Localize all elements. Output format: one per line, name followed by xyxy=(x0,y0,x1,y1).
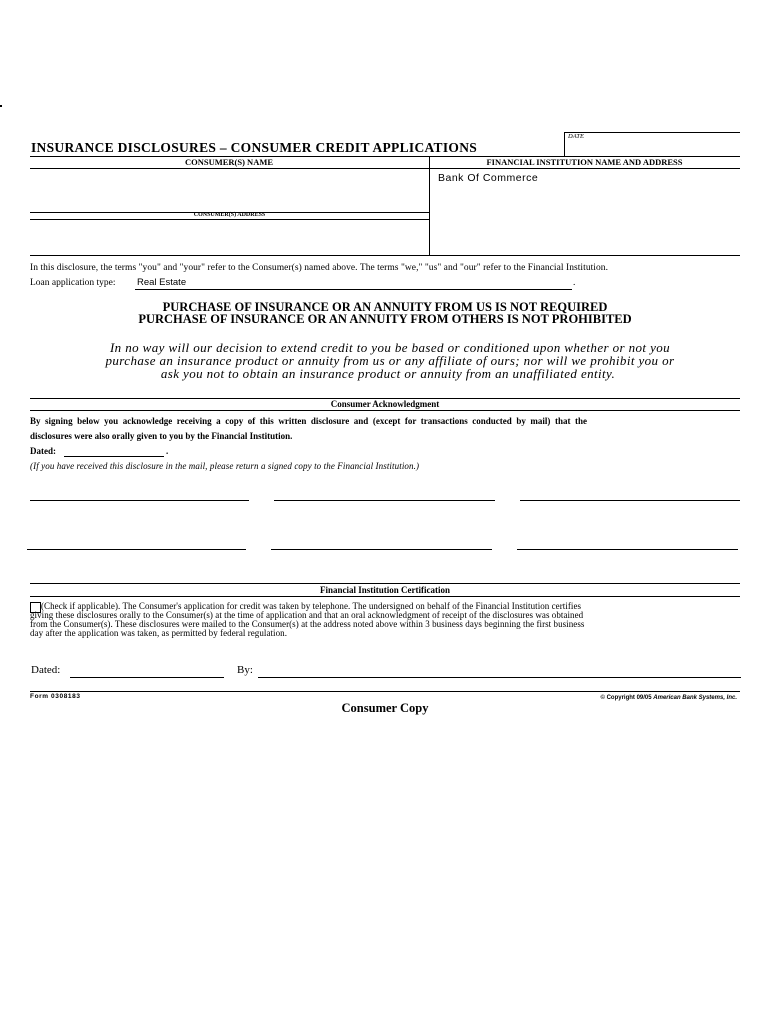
copyright-prefix: © Copyright 09/05 xyxy=(600,695,652,701)
institution-field[interactable]: Bank Of Commerce xyxy=(438,172,539,184)
notice-line2: purchase an insurance product or annuity from us or any affiliate of ours; nor will we prohibit you or xyxy=(105,353,675,368)
ack-dated-label: Dated: xyxy=(30,446,56,456)
loan-type-label: Loan application type: xyxy=(30,278,116,288)
cert-text-line1: (Check if applicable). The Consumer's application for credit was taken by telephone. The undersigned on behalf of the Financial Institution certifies xyxy=(41,601,582,611)
consumer-name-field[interactable] xyxy=(34,172,424,210)
signature-line-3[interactable] xyxy=(520,478,740,501)
consumer-name-label: CONSUMER(S) NAME xyxy=(184,157,274,167)
cert-top-rule xyxy=(30,583,740,584)
signature-line-4[interactable] xyxy=(27,527,246,550)
consumer-address-label: CONSUMER(S) ADDRESS xyxy=(193,212,266,218)
ack-mail-note: (If you have received this disclosure in the mail, please return a signed copy to the Financial Institution.) xyxy=(30,461,420,471)
cert-by-field[interactable] xyxy=(258,664,741,678)
address-label-rule xyxy=(30,219,429,220)
date-label: DATE xyxy=(568,133,585,140)
date-box-left xyxy=(564,132,565,156)
signature-line-5[interactable] xyxy=(271,527,492,550)
ack-heading-rule xyxy=(30,410,740,411)
loan-type-field[interactable]: Real Estate xyxy=(135,277,572,290)
cert-text-line3: from the Consumer(s). These disclosures were mailed to the Consumer(s) at the address noted above within 3 business days beginning the first business xyxy=(30,619,585,629)
header-bottom-rule xyxy=(30,255,740,256)
notice-line3: ask you not to obtain an insurance product or annuity from an unaffiliated entity. xyxy=(160,366,616,381)
cert-dated-field[interactable] xyxy=(70,664,224,678)
date-box-top xyxy=(564,132,740,133)
signature-line-1[interactable] xyxy=(30,478,249,501)
footer-rule xyxy=(30,691,740,692)
ack-text-line2: disclosures were also orally given to you by the Financial Institution. xyxy=(30,431,293,441)
headline-line2: PURCHASE OF INSURANCE OR AN ANNUITY FROM OTHERS IS NOT PROHIBITED xyxy=(138,312,632,326)
cert-text-line2: giving these disclosures orally to the Consumer(s) at the time of application and that an oral acknowledgment of receipt of the disclosures was obtained xyxy=(30,610,584,620)
stray-mark xyxy=(0,105,2,107)
notice-line1: In no way will our decision to extend credit to you be based or conditioned upon whether or not you xyxy=(109,340,671,355)
cert-heading-rule xyxy=(30,596,740,597)
ack-dated-field[interactable] xyxy=(64,445,164,457)
copyright-company: American Bank Systems, Inc. xyxy=(653,695,737,701)
headline-line1: PURCHASE OF INSURANCE OR AN ANNUITY FROM US IS NOT REQUIRED xyxy=(162,300,608,314)
signature-line-2[interactable] xyxy=(274,478,495,501)
header-label-rule xyxy=(30,168,740,169)
loan-type-end: . xyxy=(573,278,576,288)
cert-dated-label: Dated: xyxy=(31,664,61,676)
form-title: INSURANCE DISCLOSURES – CONSUMER CREDIT APPLICATIONS xyxy=(31,140,478,155)
date-field[interactable] xyxy=(600,140,735,154)
header-divider xyxy=(429,156,430,255)
consumer-copy-label: Consumer Copy xyxy=(341,701,429,715)
cert-text-line4: day after the application was taken, as permitted by federal regulation. xyxy=(30,628,287,638)
ack-heading: Consumer Acknowledgment xyxy=(330,399,440,409)
form-number: Form 0308183 xyxy=(30,693,81,700)
ack-dated-end: . xyxy=(166,446,169,456)
consumer-address-field[interactable] xyxy=(34,222,424,252)
cert-heading: Financial Institution Certification xyxy=(320,585,450,595)
ack-text-line1: By signing below you acknowledge receiving a copy of this written disclosure and (except for transactions conducted by mail) that the xyxy=(30,416,587,426)
institution-label: FINANCIAL INSTITUTION NAME AND ADDRESS xyxy=(486,157,683,167)
signature-line-6[interactable] xyxy=(517,527,738,550)
cert-by-label: By: xyxy=(237,664,253,676)
terms-text: In this disclosure, the terms "you" and "your" refer to the Consumer(s) named above. The terms "we," "us" and "our" refer to the Financial Institution. xyxy=(30,263,609,273)
